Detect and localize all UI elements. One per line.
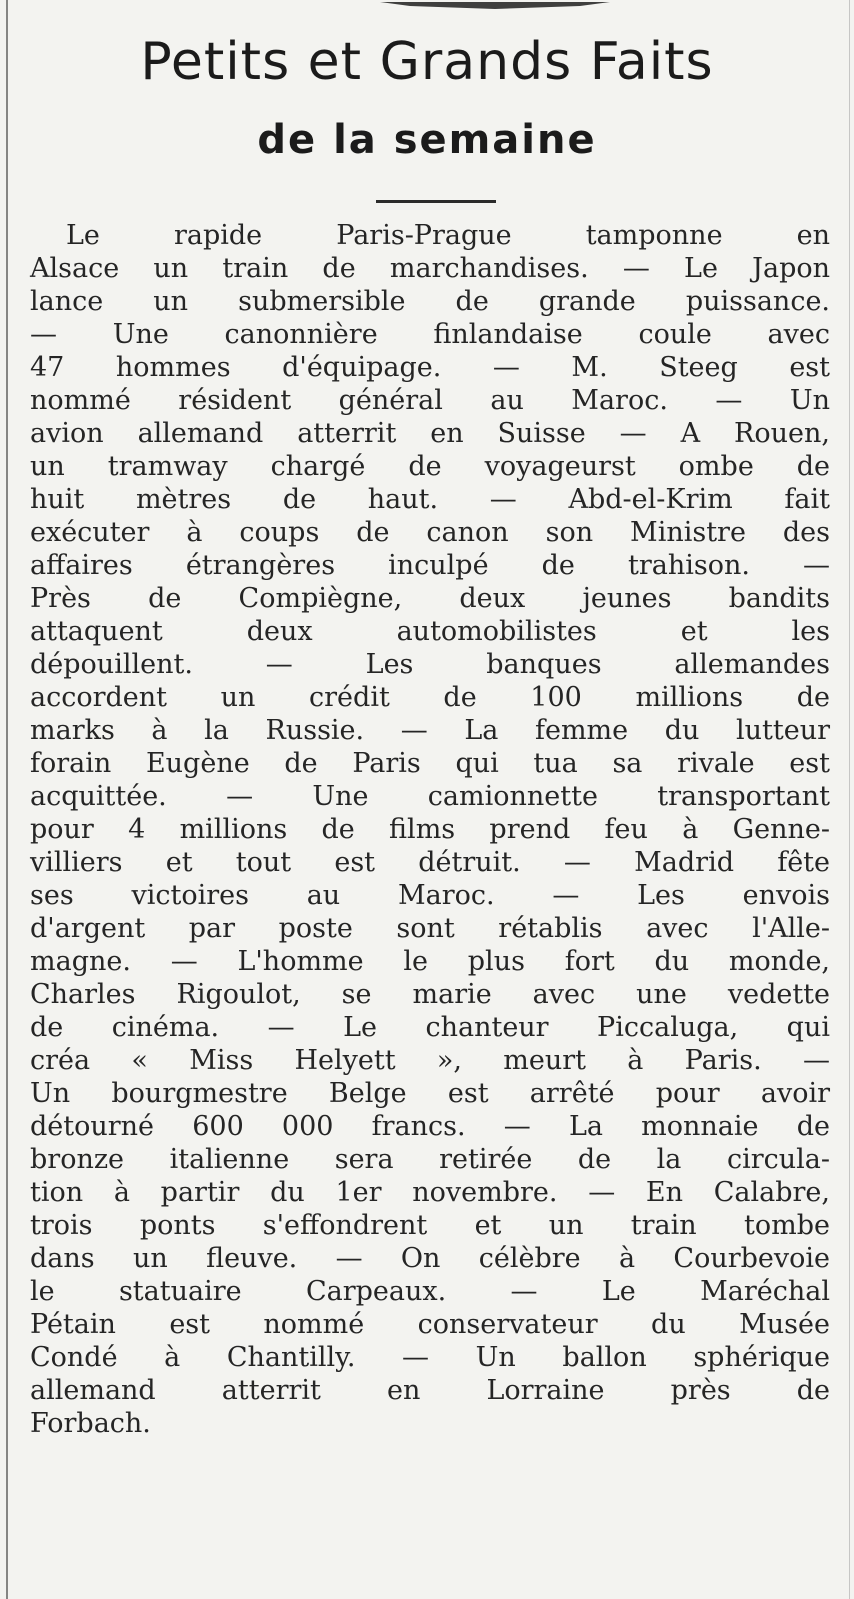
article-line: Le rapide Paris-Prague tamponne en [66, 220, 830, 251]
article-line: avion allemand atterrit en Suisse — A Rouen, [30, 418, 830, 449]
article-line: huit mètres de haut. — Abd-el-Krim fait [30, 484, 830, 515]
article-line: Un bourgmestre Belge est arrêté pour avoir [30, 1078, 830, 1109]
article-line: Condé à Chantilly. — Un ballon sphérique [30, 1342, 831, 1373]
top-ornament [380, 0, 610, 10]
article-line: 47 hommes d'équipage. — M. Steeg est [30, 352, 831, 383]
article-line: magne. — L'homme le plus fort du monde, [30, 946, 830, 977]
title-separator [376, 200, 496, 203]
headline: Petits et Grands Faits [140, 32, 714, 92]
left-column-rule [6, 0, 8, 1599]
subheadline: de la semaine [257, 117, 597, 163]
article-line: — Une canonnière finlandaise coule avec [30, 319, 830, 350]
article-line: exécuter à coups de canon son Ministre des [30, 517, 830, 548]
article-line: forain Eugène de Paris qui tua sa rivale est [30, 748, 830, 779]
article-line: Alsace un train de marchandises. — Le Japon [30, 253, 831, 284]
article-line: le statuaire Carpeaux. — Le Maréchal [30, 1276, 830, 1307]
article-line: Forbach. [30, 1408, 151, 1439]
article-line: dans un fleuve. — On célèbre à Courbevoie [30, 1243, 831, 1274]
article-body [30, 219, 830, 1440]
article-line: trois ponts s'effondrent et un train tombe [30, 1210, 830, 1241]
article-line: allemand atterrit en Lorraine près de [30, 1375, 831, 1406]
article-line: marks à la Russie. — La femme du lutteur [30, 715, 831, 746]
article-line: accordent un crédit de 100 millions de [30, 682, 830, 713]
article-line: de cinéma. — Le chanteur Piccaluga, qui [30, 1012, 830, 1043]
article-line: pour 4 millions de films prend feu à Genne- [30, 814, 831, 845]
article-line: bronze italienne sera retirée de la circula- [30, 1144, 830, 1175]
article-line: lance un submersible de grande puissance. [30, 286, 831, 317]
article-line: un tramway chargé de voyageurst ombe de [30, 451, 831, 482]
article-line: tion à partir du 1er novembre. — En Calabre, [30, 1177, 830, 1208]
article-line: attaquent deux automobilistes et les [30, 616, 830, 647]
article-line: Pétain est nommé conservateur du Musée [30, 1309, 830, 1340]
article-line: villiers et tout est détruit. — Madrid fête [30, 847, 831, 878]
article-line: acquittée. — Une camionnette transportant [30, 781, 830, 812]
article-line: créa « Miss Helyett », meurt à Paris. — [30, 1045, 831, 1076]
article-line: ses victoires au Maroc. — Les envois [30, 880, 830, 911]
article-line: Charles Rigoulot, se marie avec une vedette [30, 979, 831, 1010]
article-line: dépouillent. — Les banques allemandes [30, 649, 830, 680]
right-column-rule [849, 0, 850, 1599]
article-line: nommé résident général au Maroc. — Un [30, 385, 830, 416]
article-line: détourné 600 000 francs. — La monnaie de [30, 1111, 830, 1142]
article-line: Près de Compiègne, deux jeunes bandits [30, 583, 831, 614]
article-line: d'argent par poste sont rétablis avec l'Alle- [30, 913, 831, 944]
article-line: affaires étrangères inculpé de trahison. — [30, 550, 830, 581]
